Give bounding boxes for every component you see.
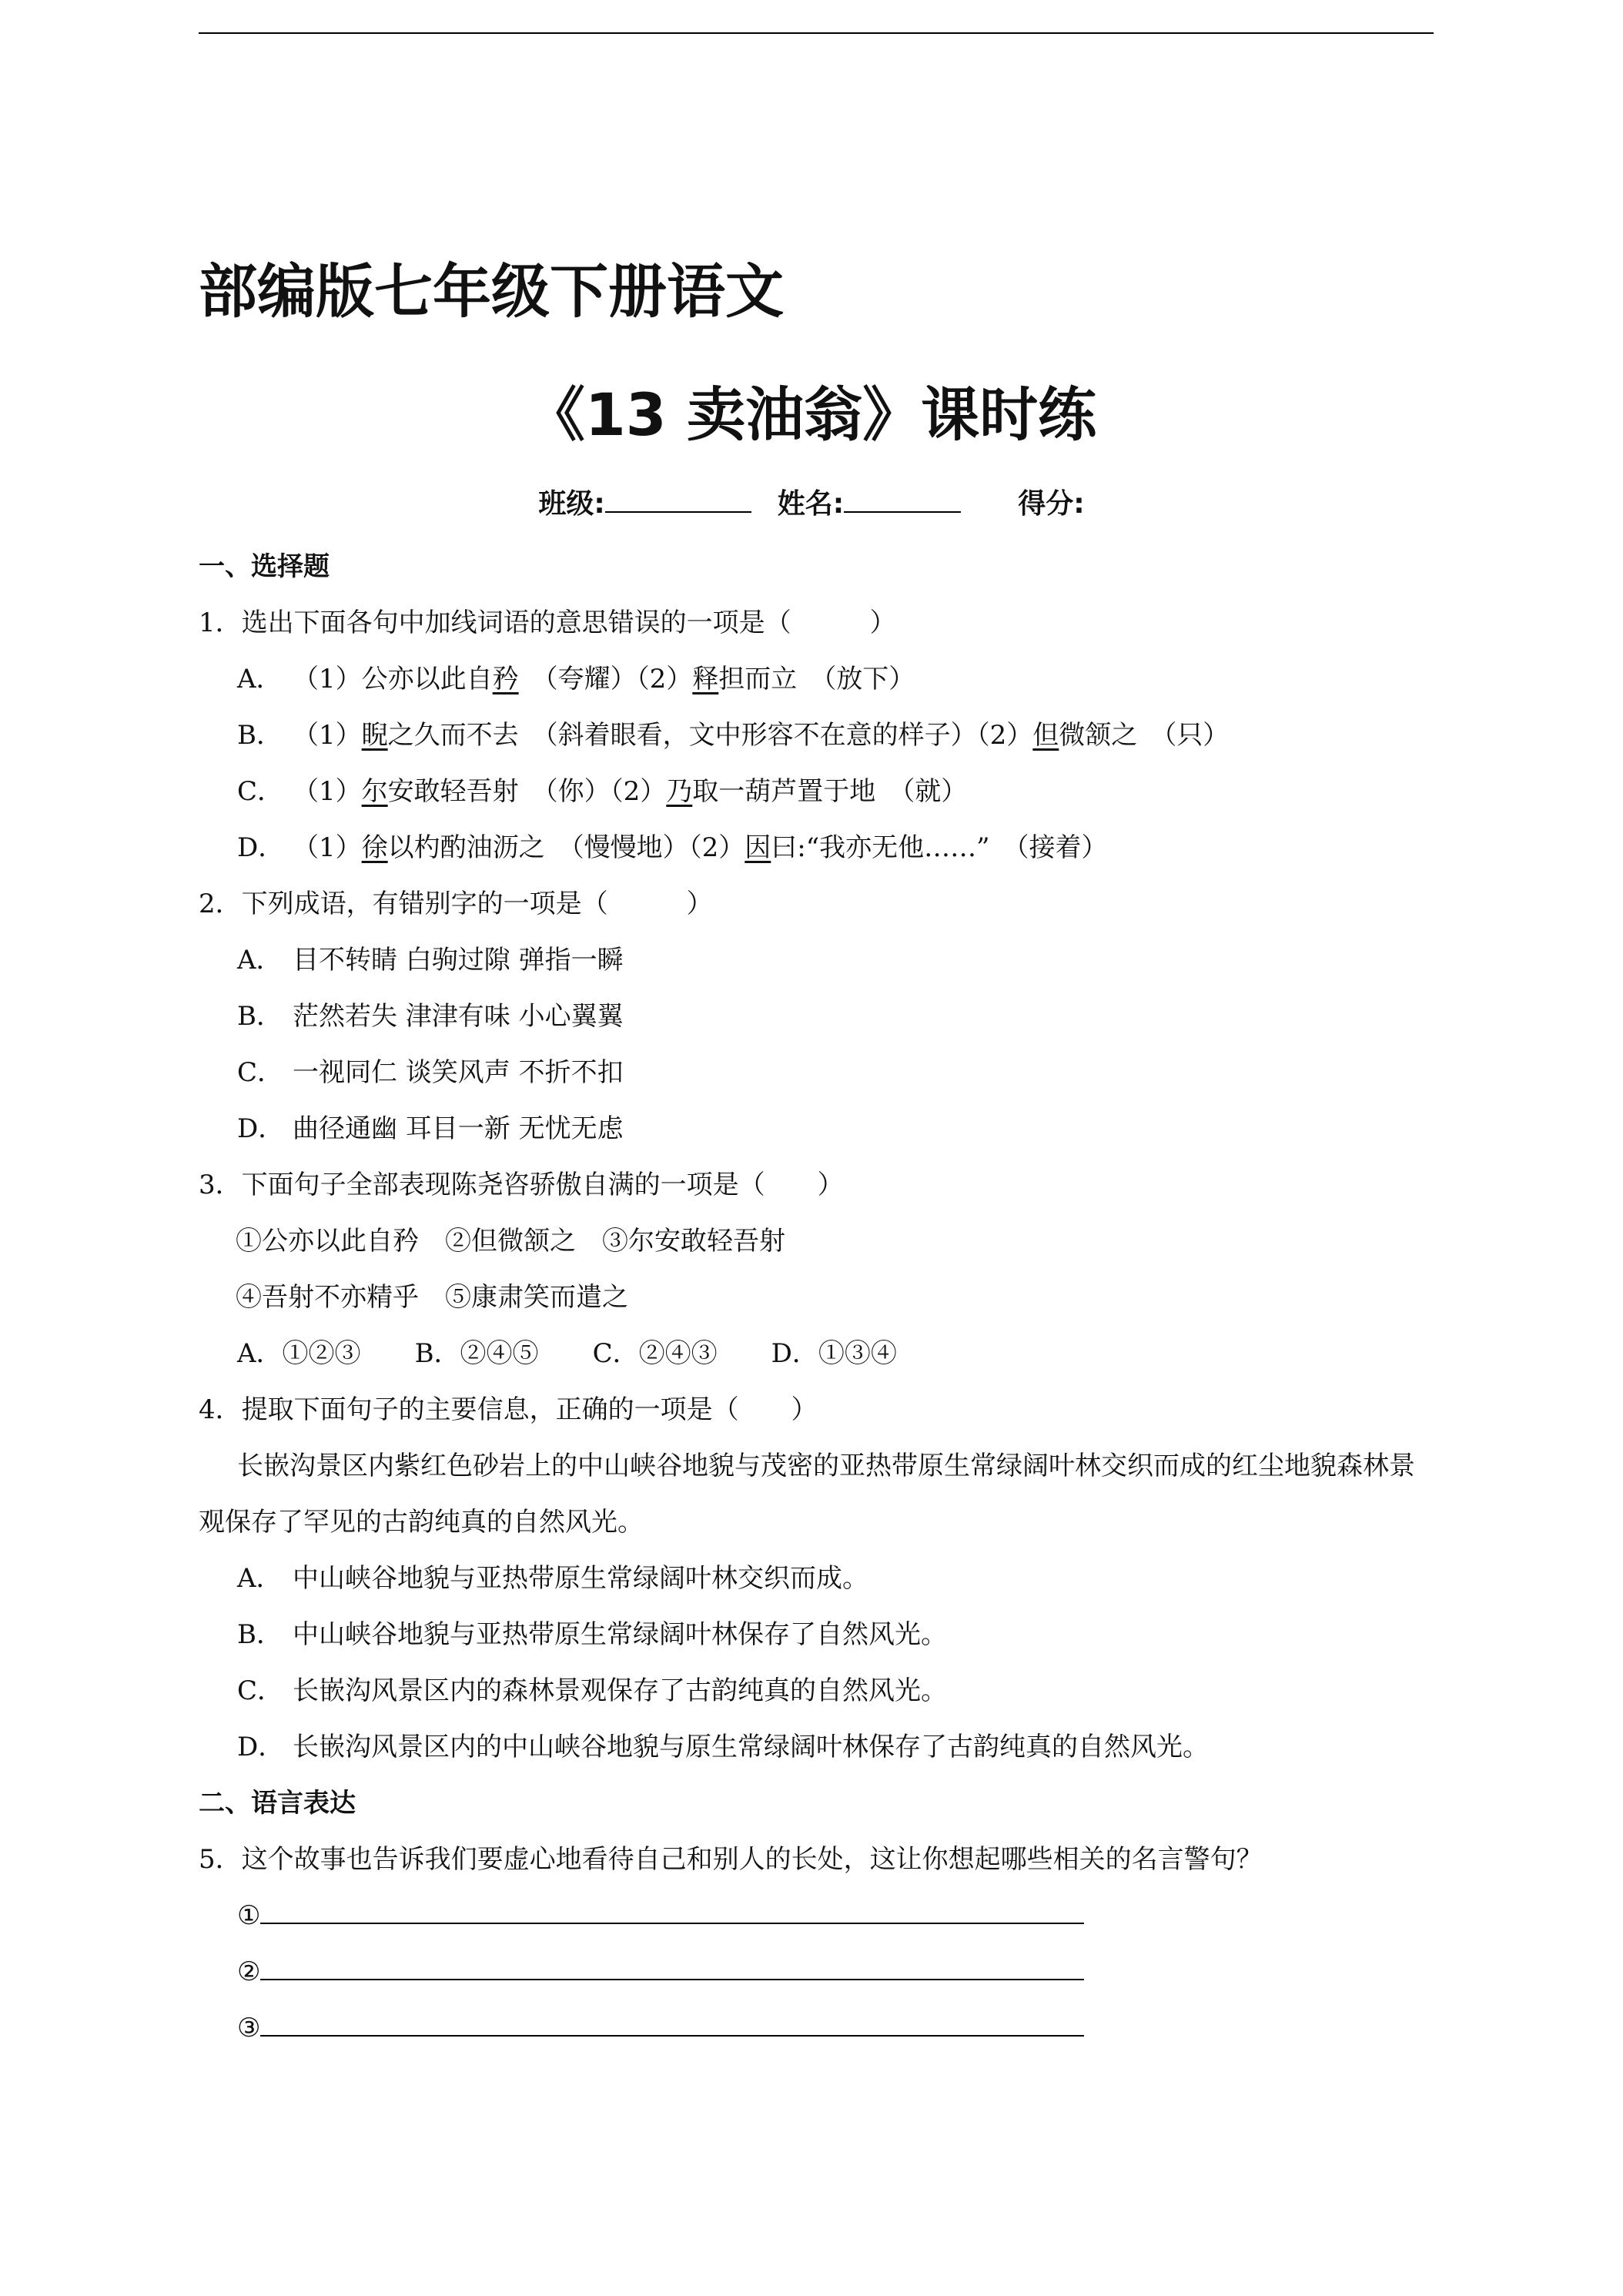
question-1-option-d: D． （1）徐以杓酌油沥之 （慢慢地）（2）因曰:“我亦无他……” （接着） — [237, 832, 1108, 863]
question-3-option-d: D．①③④ — [771, 1338, 897, 1369]
underlined-word: 矜 — [492, 664, 519, 694]
answer-blank[interactable] — [260, 1899, 1084, 1924]
question-3-sentences-1: ①公亦以此自矜 ②但微颔之 ③尔安敢轻吾射 — [236, 1226, 785, 1257]
answer-blank[interactable] — [260, 1956, 1084, 1980]
section-heading-choice: 一、选择题 — [199, 551, 330, 582]
answer-line-1[interactable]: ① — [199, 1888, 1434, 1944]
question-3-option-a: A．①②③ — [237, 1338, 361, 1369]
header-rule — [199, 32, 1434, 34]
question-4-option-d: D． 长嵌沟风景区内的中山峡谷地貌与原生常绿阔叶林保存了古韵纯真的自然风光。 — [237, 1732, 1209, 1762]
student-info-line — [0, 482, 1623, 521]
question-1-option-c: C． （1）尔安敢轻吾射 （你）（2）乃取一葫芦置于地 （就） — [237, 776, 968, 807]
underlined-word: 尔 — [361, 776, 388, 807]
underlined-word: 释 — [692, 664, 719, 694]
underlined-word: 徐 — [361, 832, 388, 863]
name-label: 姓名: — [777, 488, 845, 520]
answer-blank[interactable] — [260, 2012, 1084, 2037]
question-2-option-c: C． 一视同仁 谈笑风声 不折不扣 — [237, 1057, 624, 1088]
underlined-word: 但 — [1032, 720, 1059, 751]
question-4-passage: 长嵌沟景区内紫红色砂岩上的中山峡谷地貌与茂密的亚热带原生常绿阔叶林交织而成的红尘地貌森林景观保存了罕见的古韵纯真的自然风光。 — [199, 1451, 1415, 1538]
question-3-option-c: C．②④③ — [592, 1338, 718, 1369]
class-label: 班级: — [538, 488, 605, 520]
question-3-option-b: B．②④⑤ — [414, 1338, 539, 1369]
question-1-stem: 1．选出下面各句中加线词语的意思错误的一项是（ ） — [199, 607, 896, 638]
question-1-option-a: A． （1）公亦以此自矜 （夸耀）（2）释担而立 （放下） — [237, 664, 915, 694]
question-1-option-b: B． （1）睨之久而不去 （斜着眼看，文中形容不在意的样子）（2）但微颔之 （只） — [237, 720, 1230, 751]
question-4-stem: 4．提取下面句子的主要信息，正确的一项是（ ） — [199, 1394, 818, 1425]
question-3-sentences-2: ④吾射不亦精乎 ⑤康肃笑而遣之 — [236, 1282, 628, 1313]
underlined-word: 乃 — [666, 776, 693, 807]
question-2-option-a: A． 目不转睛 白驹过隙 弹指一瞬 — [237, 945, 624, 976]
question-4-option-b: B． 中山峡谷地貌与亚热带原生常绿阔叶林保存了自然风光。 — [237, 1619, 947, 1650]
question-2-option-b: B． 茫然若失 津津有味 小心翼翼 — [237, 1001, 624, 1032]
question-3-stem: 3．下面句子全部表现陈尧咨骄傲自满的一项是（ ） — [199, 1170, 844, 1200]
question-2-option-d: D． 曲径通幽 耳目一新 无忧无虑 — [237, 1113, 624, 1144]
name-blank[interactable] — [844, 484, 961, 513]
question-4-option-a: A． 中山峡谷地貌与亚热带原生常绿阔叶林交织而成。 — [237, 1563, 868, 1594]
underlined-word: 因 — [745, 832, 771, 863]
document-subtitle: 《13 卖油翁》课时练 — [526, 380, 1097, 449]
answer-line-2[interactable]: ② — [199, 1944, 1434, 2000]
question-2-stem: 2．下列成语，有错别字的一项是（ ） — [199, 889, 713, 919]
question-4-option-c: C． 长嵌沟风景区内的森林景观保存了古韵纯真的自然风光。 — [237, 1675, 947, 1706]
worksheet-body — [199, 539, 1434, 2057]
section-heading-expression: 二、语言表达 — [199, 1788, 356, 1819]
answer-line-3[interactable]: ③ — [199, 2000, 1434, 2057]
question-3-choices — [199, 1326, 1434, 1382]
question-5-stem: 5．这个故事也告诉我们要虚心地看待自己和别人的长处，这让你想起哪些相关的名言警句？ — [199, 1844, 1263, 1875]
underlined-word: 睨 — [361, 720, 388, 751]
class-blank[interactable] — [605, 484, 751, 513]
score-label: 得分: — [1018, 488, 1085, 520]
document-title: 部编版七年级下册语文 — [199, 257, 784, 326]
